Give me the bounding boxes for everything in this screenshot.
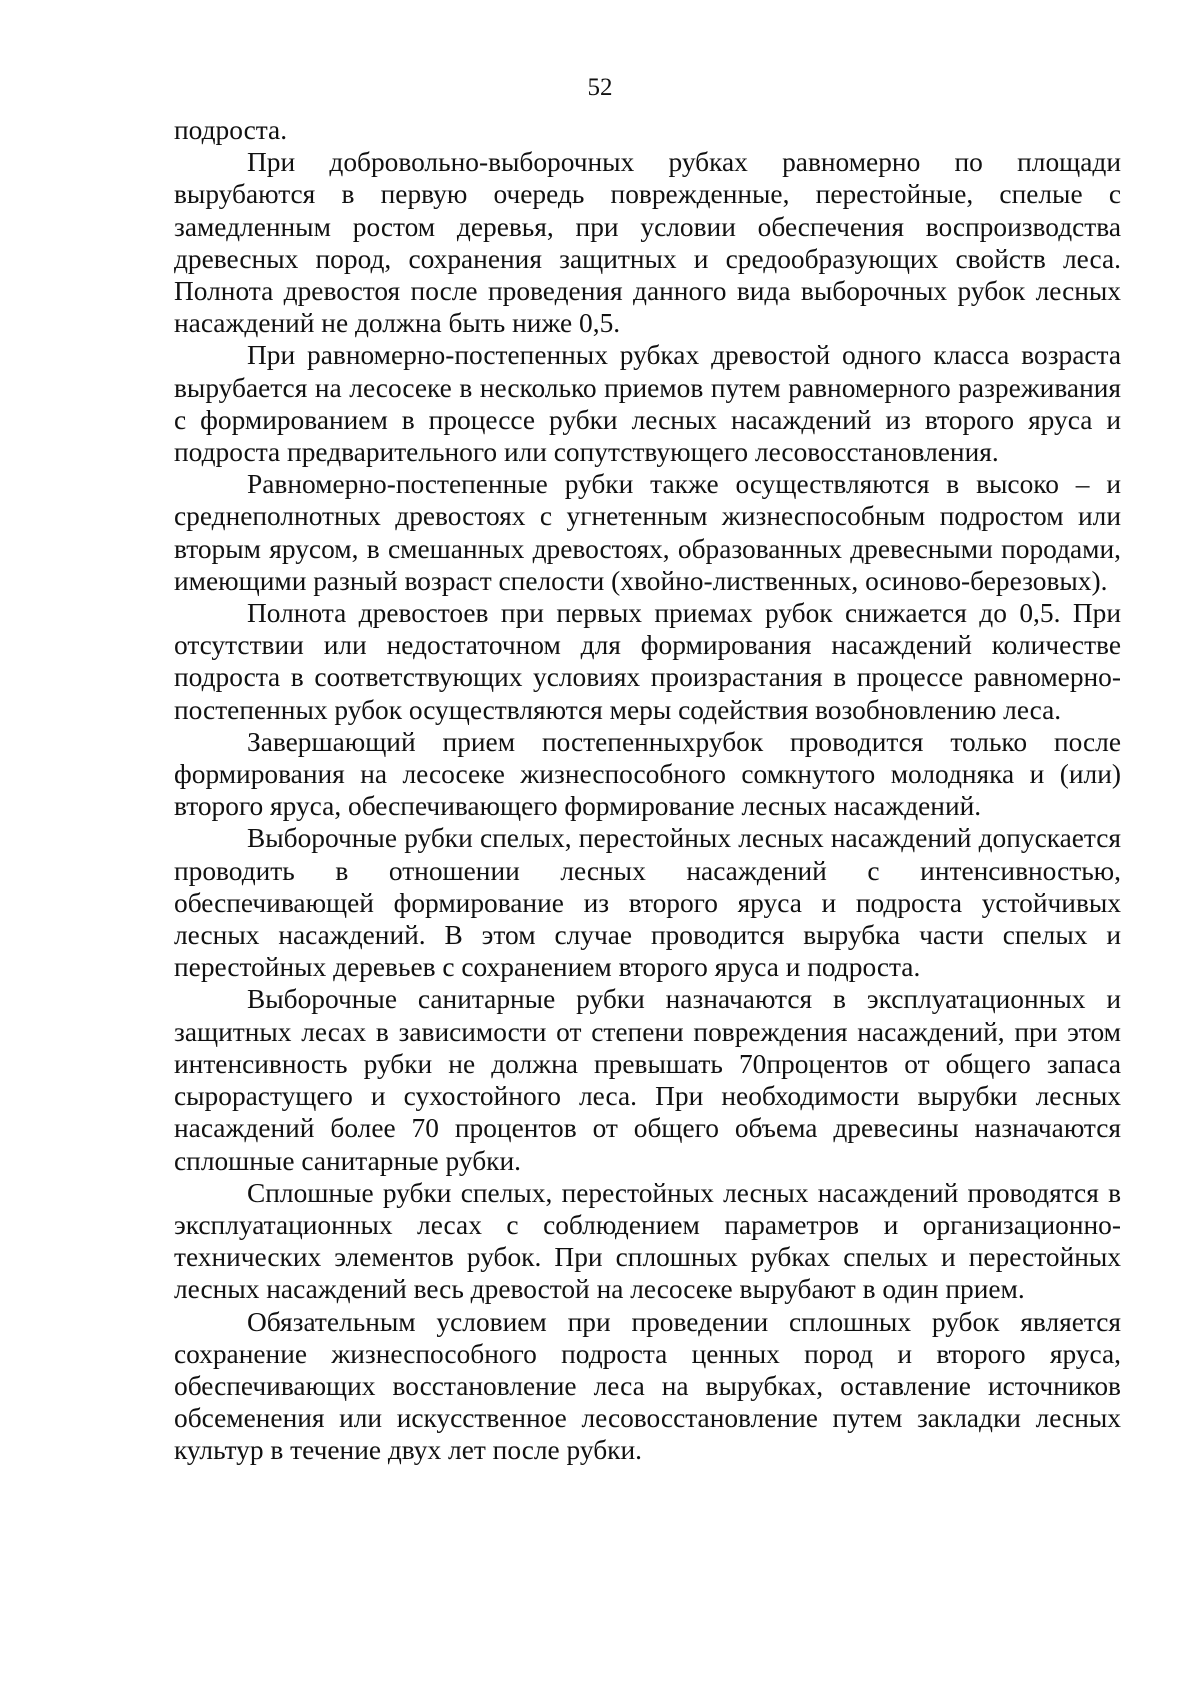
paragraph-voluntary-selective-felling: При добровольно-выборочных рубках равномерно по площади вырубаются в первую очередь поврежденные, перестойные, спелые с замедленным ростом деревья, при условии обеспечения воспроизводства древесных пород, сохранения защитных и средообразующих свойств леса. Полнота древостоя после проведения данного вида выборочных рубок лесных насаждений не должна быть ниже 0,5.	[174, 147, 1121, 339]
paragraph-final-felling-stage: Завершающий прием постепенныхрубок проводится только после формирования на лесосеке жизнеспособного сомкнутого молодняка и (или) второго яруса, обеспечивающего формирование лесных насаждений.	[174, 726, 1121, 822]
paragraph-selective-felling-mature: Выборочные рубки спелых, перестойных лесных насаждений допускается проводить в отношении лесных насаждений с интенсивностью, обеспечивающей формирование из второго яруса и подроста устойчивых лесных насаждений. В этом случае проводится вырубка части спелых и перестойных деревьев с сохранением второго яруса и подроста.	[174, 823, 1121, 983]
document-body	[174, 114, 1121, 1467]
paragraph-uniform-gradual-felling: При равномерно-постепенных рубках древостой одного класса возраста вырубается на лесосеке в несколько приемов путем равномерного разреживания с формированием в процессе рубки лесных насаждений из второго яруса и подроста предварительного или сопутствующего лесовосстановления.	[174, 340, 1121, 468]
paragraph-uniform-gradual-felling-conditions: Равномерно-постепенные рубки также осуществляются в высоко – и среднеполнотных древостоях с угнетенным жизнеспособным подростом или вторым ярусом, в смешанных древостоях, образованных древесными породами, имеющими разный возраст спелости (хвойно-лиственных, осиново-березовых).	[174, 469, 1121, 596]
paragraph-clear-felling: Сплошные рубки спелых, перестойных лесных насаждений проводятся в эксплуатационных лесах с соблюдением параметров и организационно-технических элементов рубок. При сплошных рубках спелых и перестойных лесных насаждений весь древостой на лесосеке вырубают в один прием.	[174, 1177, 1121, 1305]
paragraph-selective-sanitary-felling: Выборочные санитарные рубки назначаются в эксплуатационных и защитных лесах в зависимости от степени повреждения насаждений, при этом интенсивность рубки не должна превышать 70процентов от общего запаса сырорастущего и сухостойного леса. При необходимости вырубки лесных насаждений более 70 процентов от общего объема древесины назначаются сплошные санитарные рубки.	[174, 984, 1121, 1176]
paragraph-continuation: подроста.	[174, 115, 288, 145]
paragraph-stand-density: Полнота древостоев при первых приемах рубок снижается до 0,5. При отсутствии или недостаточном для формирования насаждений количестве подроста в соответствующих условиях произрастания в процессе равномерно-постепенных рубок осуществляются меры содействия возобновлению леса.	[174, 598, 1121, 725]
page-number: 52	[587, 74, 613, 101]
paragraph-clear-felling-requirement: Обязательным условием при проведении сплошных рубок является сохранение жизнеспособного подроста ценных пород и второго яруса, обеспечивающих восстановление леса на вырубках, оставление источников обсеменения или искусственное лесовосстановление путем закладки лесных культур в течение двух лет после рубки.	[174, 1306, 1121, 1466]
